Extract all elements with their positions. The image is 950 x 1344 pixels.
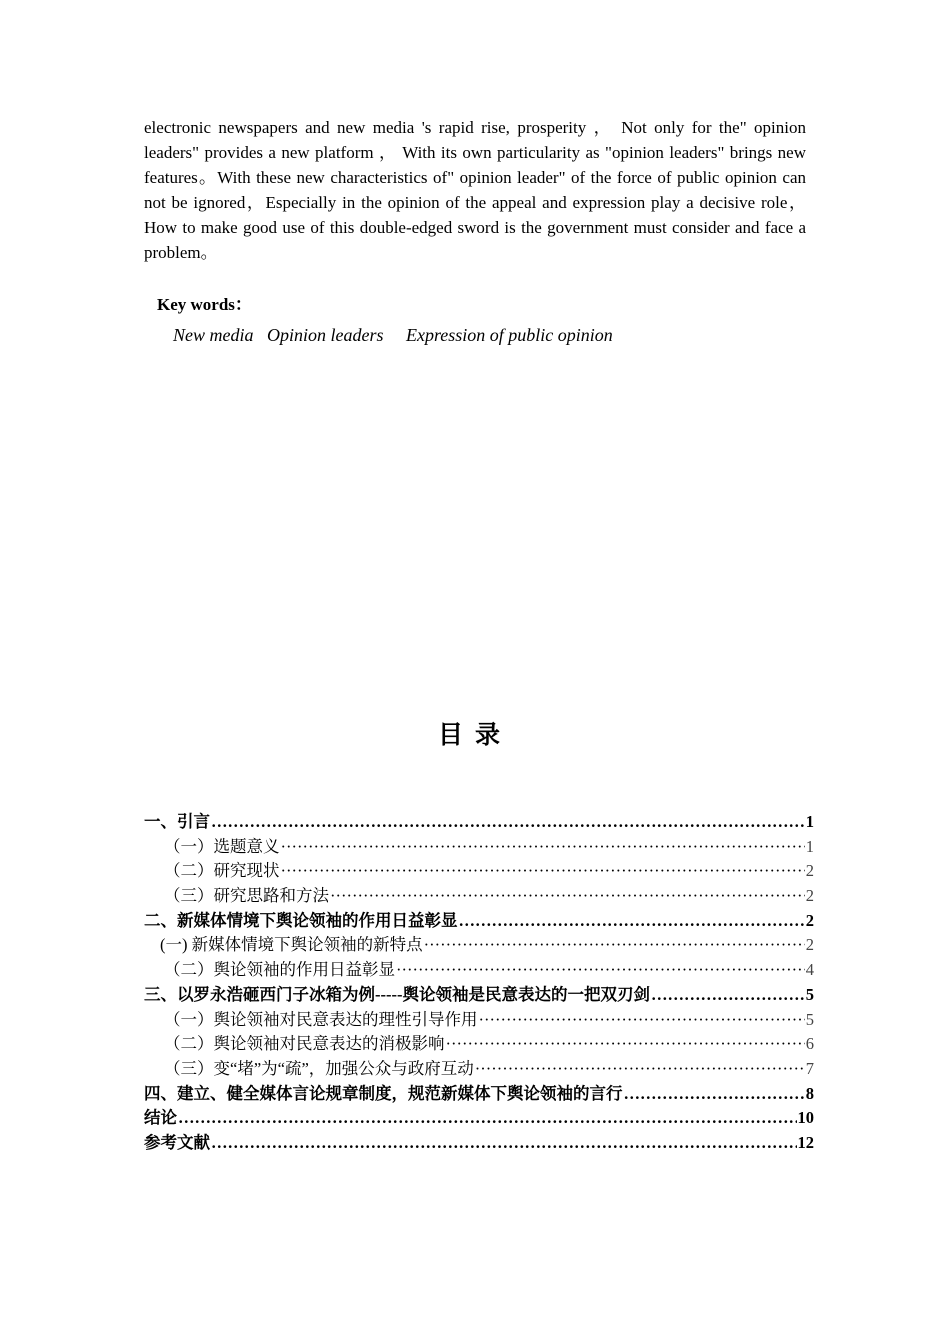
toc-entry-page: 6 — [805, 1034, 814, 1054]
toc-leader-dots — [479, 1010, 805, 1030]
toc-entry[interactable] — [144, 1030, 814, 1055]
toc-entry-label: （一）选题意义 — [164, 836, 280, 856]
abstract-paragraph: electronic newspapers and new media 's rapid rise, prosperity ， Not only for the" opinion leaders" provides a new platform ， With its own particularity as "opinion leaders" brings new features。With these new characteristics of" opinion leader" of the force of public opinion can not be ignored，Especially in the opinion of the appeal and expression play a decisive role，How to make good use of this double-edged sword is the government must consider and face a problem。 — [144, 118, 806, 262]
toc-entry[interactable] — [144, 1104, 814, 1129]
toc-entry[interactable] — [144, 1080, 814, 1105]
toc-entry[interactable] — [144, 907, 814, 932]
toc-leader-dots — [396, 960, 805, 980]
table-of-contents — [144, 808, 814, 1154]
toc-entry[interactable] — [144, 981, 814, 1006]
toc-entry[interactable] — [144, 857, 814, 882]
toc-entry-page: 2 — [805, 910, 814, 930]
toc-entry-page: 2 — [805, 861, 814, 881]
toc-leader-dots — [281, 861, 805, 881]
toc-entry-label: 四、建立、健全媒体言论规章制度，规范新媒体下舆论领袖的言行 — [144, 1083, 623, 1103]
toc-entry[interactable] — [144, 882, 814, 907]
toc-entry-page: 8 — [805, 1083, 814, 1103]
toc-entry[interactable] — [144, 931, 814, 956]
toc-entry[interactable] — [144, 1055, 814, 1080]
toc-entry-label: 结论 — [144, 1108, 177, 1128]
toc-leader-dots — [178, 1108, 797, 1128]
toc-leader-dots — [624, 1084, 805, 1104]
toc-entry-label: （二）舆论领袖对民意表达的消极影响 — [164, 1034, 445, 1054]
toc-entry-label: （三）变“堵”为“疏”，加强公众与政府互动 — [164, 1058, 474, 1078]
toc-entry-page: 1 — [805, 812, 814, 831]
toc-entry-label: （二）研究现状 — [164, 861, 280, 881]
toc-entry[interactable] — [144, 1129, 814, 1154]
toc-entry-label: 二、新媒体情境下舆论领袖的作用日益彰显 — [144, 910, 458, 930]
toc-leader-dots — [211, 1133, 797, 1153]
toc-leader-dots — [330, 886, 805, 906]
toc-entry-page: 2 — [805, 935, 814, 955]
toc-entry-label: 参考文献 — [144, 1132, 210, 1152]
toc-entry-label: (一) 新媒体情境下舆论领袖的新特点 — [160, 935, 423, 955]
toc-entry-page: 5 — [805, 1009, 814, 1029]
toc-entry-page: 4 — [805, 960, 814, 980]
keywords-heading: Key words： — [157, 295, 252, 314]
toc-entry-page: 7 — [805, 1058, 814, 1078]
toc-entry-page: 2 — [805, 886, 814, 906]
toc-entry-page: 5 — [805, 984, 814, 1004]
toc-entry-label: 三、以罗永浩砸西门子冰箱为例-----舆论领袖是民意表达的一把双刃剑 — [144, 984, 650, 1004]
toc-leader-dots — [281, 837, 805, 857]
toc-entry[interactable] — [144, 1006, 814, 1031]
toc-title: 目录 — [437, 720, 512, 749]
toc-entry-label: （二）舆论领袖的作用日益彰显 — [164, 960, 395, 980]
toc-leader-dots — [475, 1059, 805, 1079]
toc-leader-dots — [424, 935, 805, 955]
toc-entry-page: 1 — [805, 836, 814, 856]
toc-entry-page: 10 — [797, 1108, 814, 1128]
toc-entry-label: （一）舆论领袖对民意表达的理性引导作用 — [164, 1009, 478, 1029]
toc-leader-dots — [446, 1034, 805, 1054]
toc-leader-dots — [459, 911, 805, 931]
toc-entry-label: 一、引言 — [144, 812, 210, 831]
keywords-list: New media Opinion leaders Expression of public opinion — [173, 325, 613, 345]
toc-leader-dots — [651, 985, 805, 1005]
toc-entry-page: 12 — [797, 1132, 814, 1152]
toc-entry[interactable] — [144, 833, 814, 858]
toc-entry-label: （三）研究思路和方法 — [164, 886, 329, 906]
toc-leader-dots — [211, 812, 805, 832]
toc-entry[interactable] — [144, 808, 814, 833]
toc-entry[interactable] — [144, 956, 814, 981]
